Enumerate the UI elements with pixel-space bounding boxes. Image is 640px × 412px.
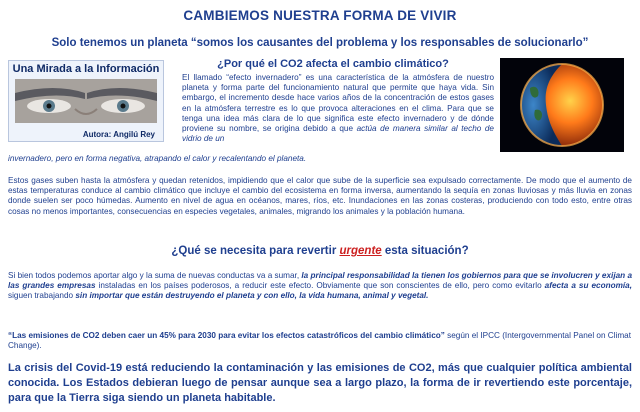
heading-revert-highlight: urgente (339, 245, 382, 257)
paragraph-greenhouse-italic: actúa de manera similar al techo de vidrio de un (182, 124, 494, 144)
heading-revert-pre: ¿Qué se necesita para revertir (171, 245, 340, 257)
earth-fire-icon (500, 58, 624, 152)
section-heading-co2: ¿Por qué el CO2 afecta el cambio climático? (217, 58, 449, 70)
ipcc-quote: “Las emisiones de CO2 deben caer un 45% para 2030 para evitar los efectos catastróficos del cambio climático” (8, 331, 445, 340)
p3-a: Si bien todos podemos aportar algo y la suma de nuevas conductas va a sumar, (8, 271, 302, 280)
paragraph-greenhouse-text: El llamado “efecto invernadero” es una característica de la atmósfera de nuestro planeta y forma parte del funcionamiento natural que permite que haya vida. Sin embargo, el incremento desde hace varios años de la concentración de estos gases en la atmósfera terrestre es lo que provoca alteraciones en el clima. Para que se tenga una idea más clara de lo que significa este efecto invernadero y de dónde proviene su nombre, se origina debido a que (182, 73, 494, 134)
burning-earth-image (500, 58, 624, 152)
paragraph-responsibility (8, 271, 632, 302)
paragraph-greenhouse (182, 73, 494, 144)
page-title: CAMBIEMOS NUESTRA FORMA DE VIVIR (183, 8, 457, 23)
paragraph-greenhouse-continued: invernadero, pero en forma negativa, atrapando el calor y recalentando el planeta. (8, 154, 307, 163)
p3-e: siguen trabajando (8, 291, 76, 301)
eyes-icon (15, 79, 157, 123)
paragraph-ipcc-quote (8, 331, 632, 351)
paragraph-covid: La crisis del Covid-19 está reduciendo la contaminación y las emisiones de CO2, más que cualquier política ambiental conocida. Los Estados debieran luego de pensar aunque sea a largo plazo, la forma de ir revertiendo este porcentaje, para que la Tierra siga siendo un planeta habitable. (8, 362, 632, 404)
badge-author: Autora: Angilú Rey (82, 130, 155, 139)
author-badge (8, 60, 164, 142)
p3-d: afecta a su economía, (544, 281, 632, 291)
ipcc-source: según el IPCC (Intergovernmental Panel on Climat Change). (8, 331, 631, 351)
p3-f: sin importar que están destruyendo el planeta y con ello, la vida humana, animal y vegetal. (75, 291, 429, 301)
page-subtitle: Solo tenemos un planeta “somos los causantes del problema y los responsables de solucionarlo” (51, 37, 589, 49)
eye-photo-image (15, 79, 157, 123)
heading-revert-post: esta situación? (381, 245, 469, 257)
badge-title: Una Mirada a la Información (12, 63, 160, 75)
paragraph-gases: Estos gases suben hasta la atmósfera y quedan retenidos, impidiendo que el calor que sube de la superficie sea expulsado correctamente. De modo que el aumento de estas temperaturas conduce al cambio climático que incluye el cambio del ecosistema en forma inversa, aumentando la sequía en zonas lluviosas y más lluvia en zonas donde suelen ser poco húmedas. Aumento en nivel de agua en océanos, mares, ríos, etc. Inundaciones en las zonas costeras, produciendo con todo esto, entre otras cosas no menos importantes, consecuencias en especies vegetales, animales, migrando los animales y la población humana. (8, 176, 632, 216)
section-heading-revert (0, 245, 640, 257)
p3-c: instaladas en los países poderosos, a reducir este efecto. Obviamente que son conscientes de ello, pero como evitarlo (95, 281, 545, 291)
p3-b: la principal responsabilidad la tienen los gobiernos para que se involucren y exijan a las grandes empresas (8, 271, 632, 291)
